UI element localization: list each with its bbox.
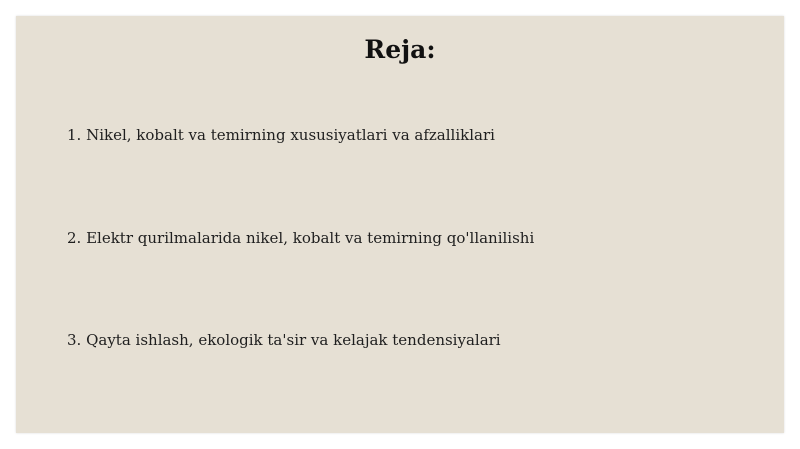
slide-title: Reja:	[364, 35, 436, 64]
presentation-slide	[16, 16, 784, 433]
plan-item-3: 3. Qayta ishlash, ekologik ta'sir va kelajak tendensiyalari	[67, 331, 501, 349]
plan-item-2: 2. Elektr qurilmalarida nikel, kobalt va temirning qo'llanilishi	[67, 229, 535, 247]
plan-item-1: 1. Nikel, kobalt va temirning xususiyatlari va afzalliklari	[67, 126, 495, 144]
